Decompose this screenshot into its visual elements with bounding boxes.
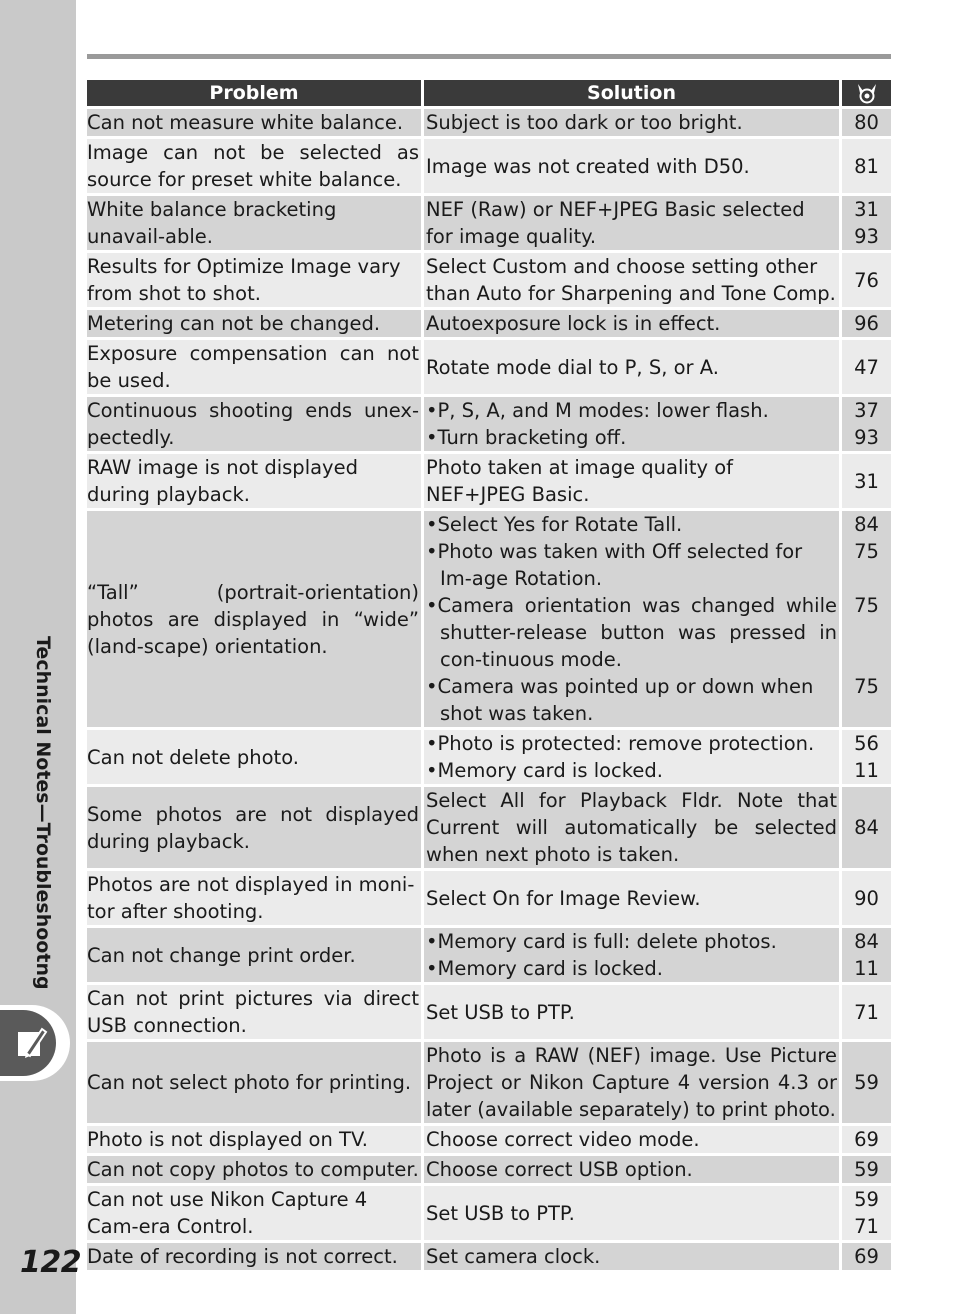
page-cell: 47 [842, 340, 891, 394]
page-cell [842, 511, 891, 727]
page-ref: 75 [854, 675, 879, 698]
solution-cell: Photo taken at image quality of NEF+JPEG Basic. [421, 454, 842, 508]
problem-cell: White balance bracketing unavail-able. [87, 196, 421, 250]
page-cell: 31 [842, 454, 891, 508]
table-row [87, 730, 891, 784]
troubleshooting-table [87, 77, 891, 1273]
solution-bullet: •Memory card is full: delete photos. [426, 930, 777, 953]
table-row [87, 928, 891, 982]
table-row [87, 871, 891, 925]
solution-bullet: •Camera orientation was changed while shutter-release button was pressed in con-tinuous mode. [426, 594, 837, 671]
table-row [87, 1243, 891, 1270]
table-row [87, 139, 891, 193]
table-row [87, 397, 891, 451]
problem-cell: Can not select photo for printing. [87, 1042, 421, 1123]
table-row [87, 454, 891, 508]
table-row [87, 340, 891, 394]
page-ref: 59 [854, 1188, 879, 1211]
solution-bullet: •Photo was taken with Off selected for Im-age Rotation. [426, 540, 803, 590]
solution-cell [421, 730, 842, 784]
table-row [87, 310, 891, 337]
table-row [87, 109, 891, 136]
solution-bullet: •Select Yes for Rotate Tall. [426, 513, 683, 536]
table-row [87, 985, 891, 1039]
solution-cell: Select All for Playback Fldr. Note that Current will automatically be selected when next photo is taken. [421, 787, 842, 868]
page-ref: 56 [854, 732, 879, 755]
solution-cell [421, 397, 842, 451]
side-band [0, 0, 82, 1314]
chapter-label: Technical Notes—Troubleshootng [32, 636, 54, 990]
page-number: 122 [20, 1245, 82, 1280]
solution-header: Solution [421, 80, 842, 106]
problem-cell: Can not use Nikon Capture 4 Cam-era Control. [87, 1186, 421, 1240]
problem-cell: Exposure compensation can not be used. [87, 342, 419, 392]
page-cell: 90 [842, 871, 891, 925]
page-ref: 11 [854, 957, 879, 980]
page-cell: 71 [842, 985, 891, 1039]
problem-cell: Continuous shooting ends unex-pectedly. [87, 399, 419, 449]
solution-bullet: •Memory card is locked. [426, 759, 663, 782]
page-ref: 93 [854, 225, 879, 248]
solution-cell: Select On for Image Review. [421, 871, 842, 925]
chapter-tab-inner [0, 1010, 56, 1076]
problem-cell: RAW image is not displayed during playback. [87, 454, 421, 508]
page-cell [842, 730, 891, 784]
page-cell: 96 [842, 310, 891, 337]
page-cell: 69 [842, 1126, 891, 1153]
page-cell [842, 928, 891, 982]
page-ref: 84 [854, 513, 879, 536]
problem-cell: Can not measure white balance. [87, 109, 421, 136]
table-row [87, 511, 891, 727]
page-ref-icon [855, 82, 879, 104]
page-ref: 37 [854, 399, 879, 422]
chapter-tab [0, 1005, 70, 1081]
solution-cell: Choose correct USB option. [421, 1156, 842, 1183]
solution-bullet: •P, S, A, and M modes: lower flash. [426, 399, 769, 422]
solution-cell [421, 928, 842, 982]
problem-cell: Can not change print order. [87, 928, 421, 982]
page-header [842, 80, 891, 106]
table-row [87, 1126, 891, 1153]
solution-bullet: •Camera was pointed up or down when shot was taken. [426, 675, 814, 725]
page-cell: 81 [842, 139, 891, 193]
problem-cell: Can not delete photo. [87, 730, 421, 784]
problem-cell: Can not copy photos to computer. [87, 1156, 421, 1183]
solution-cell: Image was not created with D50. [421, 139, 842, 193]
top-rule [87, 54, 891, 59]
problem-cell: Results for Optimize Image vary from shot to shot. [87, 253, 421, 307]
table-row [87, 196, 891, 250]
page-cell: 69 [842, 1243, 891, 1270]
page-cell: 59 [842, 1156, 891, 1183]
problem-cell: Image can not be selected as source for preset white balance. [87, 141, 419, 191]
solution-cell [421, 511, 842, 727]
solution-cell: Set camera clock. [421, 1243, 842, 1270]
solution-cell: Select Custom and choose setting other than Auto for Sharpening and Tone Comp. [421, 253, 842, 307]
solution-cell: Set USB to PTP. [421, 1186, 842, 1240]
table-header-row [87, 80, 891, 106]
page-ref: 84 [854, 930, 879, 953]
page-cell [842, 196, 891, 250]
page-ref: 11 [854, 759, 879, 782]
table-row [87, 1042, 891, 1123]
problem-cell: Date of recording is not correct. [87, 1243, 421, 1270]
problem-cell: Photos are not displayed in moni-tor after shooting. [87, 871, 421, 925]
solution-bullet: •Turn bracketing off. [426, 426, 627, 449]
page-ref: 31 [854, 198, 879, 221]
page-ref: 93 [854, 426, 879, 449]
table-row [87, 787, 891, 868]
solution-cell: Subject is too dark or too bright. [421, 109, 842, 136]
problem-header: Problem [87, 80, 421, 106]
page-cell: 84 [842, 787, 891, 868]
table-row [87, 253, 891, 307]
solution-cell: Choose correct video mode. [421, 1126, 842, 1153]
solution-cell: Set USB to PTP. [421, 985, 842, 1039]
solution-cell: Rotate mode dial to P, S, or A. [421, 340, 842, 394]
problem-cell: Photo is not displayed on TV. [87, 1126, 421, 1153]
page-ref: 75 [854, 594, 879, 617]
problem-cell: “Tall” (portrait-orientation) photos are displayed in “wide” (land-scape) orientation. [87, 511, 421, 727]
table-row [87, 1186, 891, 1240]
problem-cell: Can not print pictures via direct USB connection. [87, 987, 419, 1037]
problem-cell: Some photos are not displayed during playback. [87, 787, 421, 868]
page-ref: 75 [854, 540, 879, 563]
solution-cell: Autoexposure lock is in effect. [421, 310, 842, 337]
page-cell [842, 397, 891, 451]
page-ref: 71 [854, 1215, 879, 1238]
page-cell: 76 [842, 253, 891, 307]
table-row [87, 1156, 891, 1183]
solution-bullet: •Photo is protected: remove protection. [426, 732, 815, 755]
problem-cell: Metering can not be changed. [87, 310, 421, 337]
solution-bullet: •Memory card is locked. [426, 957, 663, 980]
page-cell [842, 1186, 891, 1240]
solution-cell: Photo is a RAW (NEF) image. Use Picture Project or Nikon Capture 4 version 4.3 or later (available separately) to print photo. [421, 1042, 842, 1123]
page-cell: 80 [842, 109, 891, 136]
page-cell: 59 [842, 1042, 891, 1123]
solution-cell: NEF (Raw) or NEF+JPEG Basic selected for image quality. [421, 196, 842, 250]
pencil-note-icon [12, 1023, 52, 1063]
